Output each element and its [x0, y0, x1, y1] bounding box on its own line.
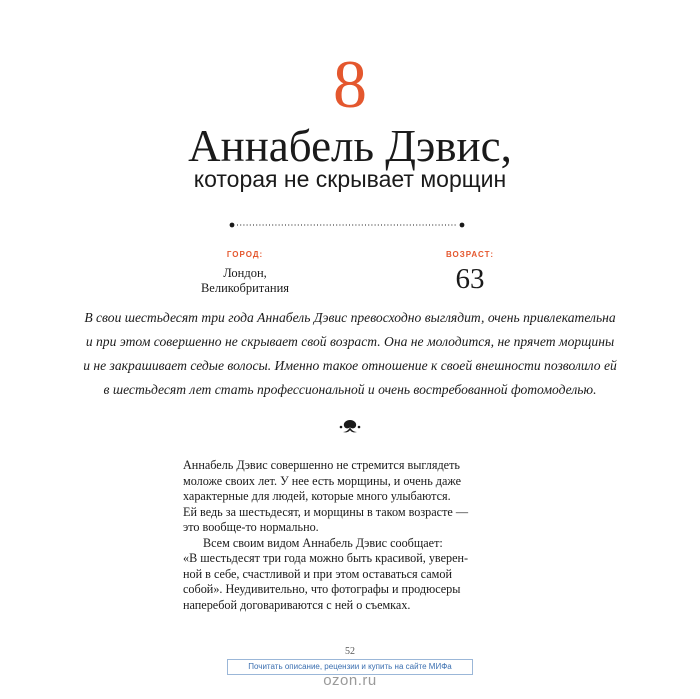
body-line: Всем своим видом Аннабель Дэвис сообщает:: [203, 535, 443, 550]
fleuron-icon: [338, 418, 362, 434]
shop-link[interactable]: Почитать описание, рецензии и купить на сайте МИФа: [227, 659, 473, 675]
intro-paragraph: [80, 306, 620, 402]
intro-line: и при этом совершенно не скрывает свой возраст. Она не молодится, не прячет морщины: [85, 334, 615, 349]
body-line: собой». Неудивительно, что фотографы и продюсеры: [183, 582, 461, 596]
chapter-title: Аннабель Дэвис,: [188, 121, 512, 171]
body-line: наперебой договариваются с ней о съемках.: [183, 597, 411, 612]
body-line: Ей ведь за шестьдесят, и морщины в таком возрасте —: [183, 504, 469, 519]
city-value: [180, 266, 310, 296]
city-label: ГОРОД:: [226, 250, 264, 259]
dotted-divider: [228, 220, 466, 230]
country-line: Великобритания: [200, 281, 290, 295]
chapter-number: 8: [333, 46, 367, 122]
chapter-subtitle: которая не скрывает морщин: [193, 166, 507, 192]
body-line: ной в себе, счастливой и при этом оставаться самой: [183, 566, 452, 581]
body-line: Аннабель Дэвис совершенно не стремится выглядеть: [183, 458, 460, 472]
intro-line: и не закрашивает седые волосы. Именно такое отношение к своей внешности позволило ей: [83, 358, 617, 373]
age-label: ВОЗРАСТ:: [445, 250, 495, 259]
body-line: характерные для людей, которые много улыбаются.: [183, 489, 451, 503]
intro-line: В свои шестьдесят три года Аннабель Дэвис превосходно выглядит, очень привлекательна: [84, 310, 616, 325]
body-line: «В шестьдесят три года можно быть красивой, уверен-: [183, 551, 469, 565]
body-text: [183, 458, 523, 613]
body-line: моложе своих лет. У нее есть морщины, и очень даже: [183, 473, 462, 488]
age-value: 63: [455, 263, 485, 295]
page-number: 52: [345, 646, 355, 657]
watermark: ozon.ru: [323, 672, 377, 689]
city-line: Лондон,: [223, 266, 267, 280]
intro-line: в шестьдесят лет стать профессиональной и очень востребованной фотомоделью.: [103, 382, 597, 397]
body-line: это вообще-то нормально.: [183, 520, 319, 534]
